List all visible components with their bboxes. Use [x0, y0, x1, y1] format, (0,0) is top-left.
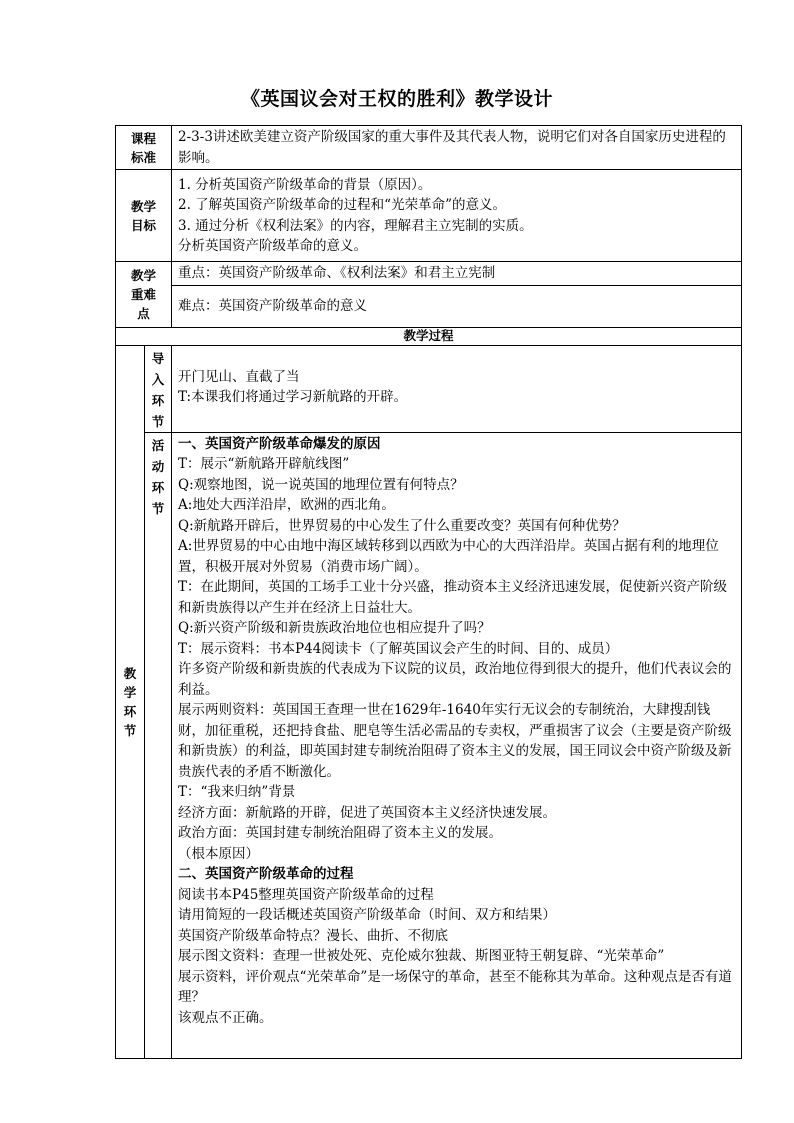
activity-line: T：展示资料：书本P44阅读卡（了解英国议会产生的时间、目的、成员）: [178, 640, 619, 657]
row-standard: [116, 126, 742, 170]
activity-line: 展示图文资料：查理一世被处死、克伦威尔独裁、斯图亚特王朝复辟、“光荣革命”: [178, 948, 665, 964]
label-keypoints: 教学 重难 点: [116, 262, 172, 328]
row-activity: [116, 432, 742, 1058]
activity-line: A:地处大西洋沿岸，欧洲的西北角。: [178, 497, 395, 513]
intro-line: 开门见山、直截了当: [178, 368, 300, 385]
activity-line: 展示资料，评价观点“光荣革命”是一场保守的革命，甚至不能称其为革命。这种观点是否有道理？: [178, 968, 732, 1005]
activity-line: Q:新兴资产阶级和新贵族政治地位也相应提升了吗？: [178, 620, 491, 636]
label-goals: 教学 目标: [116, 170, 172, 262]
activity-line: Q:新航路开辟后，世界贸易的中心发生了什么重要改变？英国有何种优势？: [178, 517, 626, 534]
goals-content: [172, 170, 742, 262]
activity-content: [172, 432, 742, 1058]
activity-line: 经济方面：新航路的开辟，促进了英国资本主义经济快速发展。: [178, 804, 557, 821]
goal-item: 3. 通过分析《权利法案》的内容，理解君主立宪制的实质。: [178, 217, 533, 234]
lesson-plan-table: [115, 125, 742, 1059]
row-goals: [116, 170, 742, 262]
label-activity: 活 动 环 节: [145, 432, 172, 1058]
activity-line: 英国资产阶级革命特点？漫长、曲折、不彻底: [178, 927, 449, 944]
section-heading-causes: 一、英国资产阶级革命爆发的原因: [178, 435, 381, 452]
activity-line: A:世界贸易的中心由地中海区域转移到以西欧为中心的大西洋沿岸。英国占据有利的地理位置，积极开展对外贸易（消费市场广阔）。: [178, 538, 719, 575]
activity-line: （根本原因）: [178, 845, 260, 862]
row-difficult-point: [116, 285, 742, 327]
key-point-text: 重点：英国资产阶级革命、《权利法案》和君主立宪制: [172, 262, 742, 286]
intro-line: T:本课我们将通过学习新航路的开辟。: [178, 389, 408, 405]
activity-line: 政治方面：英国封建专制统治阻碍了资本主义的发展。: [178, 825, 503, 841]
process-header: 教学过程: [116, 327, 742, 345]
label-intro: 导 入 环 节: [145, 345, 172, 432]
intro-content: [172, 345, 742, 432]
document-title: 《英国议会对王权的胜利》教学设计: [240, 88, 553, 110]
activity-line: 请用简短的一段话概述英国资产阶级革命（时间、双方和结果）: [178, 907, 557, 923]
standard-text: 2-3-3讲述欧美建立资产阶级国家的重大事件及其代表人物，说明它们对各自国家历史进程的影响。: [172, 126, 742, 170]
goal-item: 2. 了解英国资产阶级革命的过程和“光荣革命”的意义。: [178, 197, 506, 213]
row-intro: [116, 345, 742, 432]
activity-line: 展示两则资料：英国国王查理一世在1629年-1640年实行无议会的专制统治，大肆搜刮钱财，加征重税，还把持食盐、肥皂等生活必需品的专卖权，严重损害了议会（主要是资产阶级和新贵族）的利益，即英国封建专制统治阻碍了资本主义的发展，国王同议会中资产阶级及新贵族代表的矛盾不断激化。: [178, 702, 732, 780]
activity-line: 阅读书本P45整理英国资产阶级革命的过程: [178, 886, 434, 903]
activity-line: Q:观察地图，说一说英国的地理位置有何特点？: [178, 476, 464, 493]
label-process: 教 学 环 节: [116, 345, 145, 1058]
row-key-point: [116, 262, 742, 286]
activity-line: T：在此期间，英国的工场手工业十分兴盛，推动资本主义经济迅速发展，促使新兴资产阶级和新贵族得以产生并在经济上日益壮大。: [178, 579, 728, 616]
activity-line: T：“我来归纳”背景: [178, 784, 296, 800]
label-standard: 课程 标准: [116, 126, 172, 170]
section-heading-process: 二、英国资产阶级革命的过程: [178, 866, 354, 882]
activity-line: T：展示“新航路开辟航线图”: [178, 456, 350, 472]
activity-line: 许多资产阶级和新贵族的代表成为下议院的议员，政治地位得到很大的提升，他们代表议会的利益。: [178, 661, 732, 698]
activity-line: 该观点不正确。: [178, 1009, 273, 1026]
goal-item: 分析英国资产阶级革命的意义。: [178, 238, 368, 254]
difficult-point-text: 难点：英国资产阶级革命的意义: [172, 285, 742, 327]
goal-item: 1. 分析英国资产阶级革命的背景（原因）。: [178, 176, 432, 193]
row-process-header: [116, 327, 742, 345]
